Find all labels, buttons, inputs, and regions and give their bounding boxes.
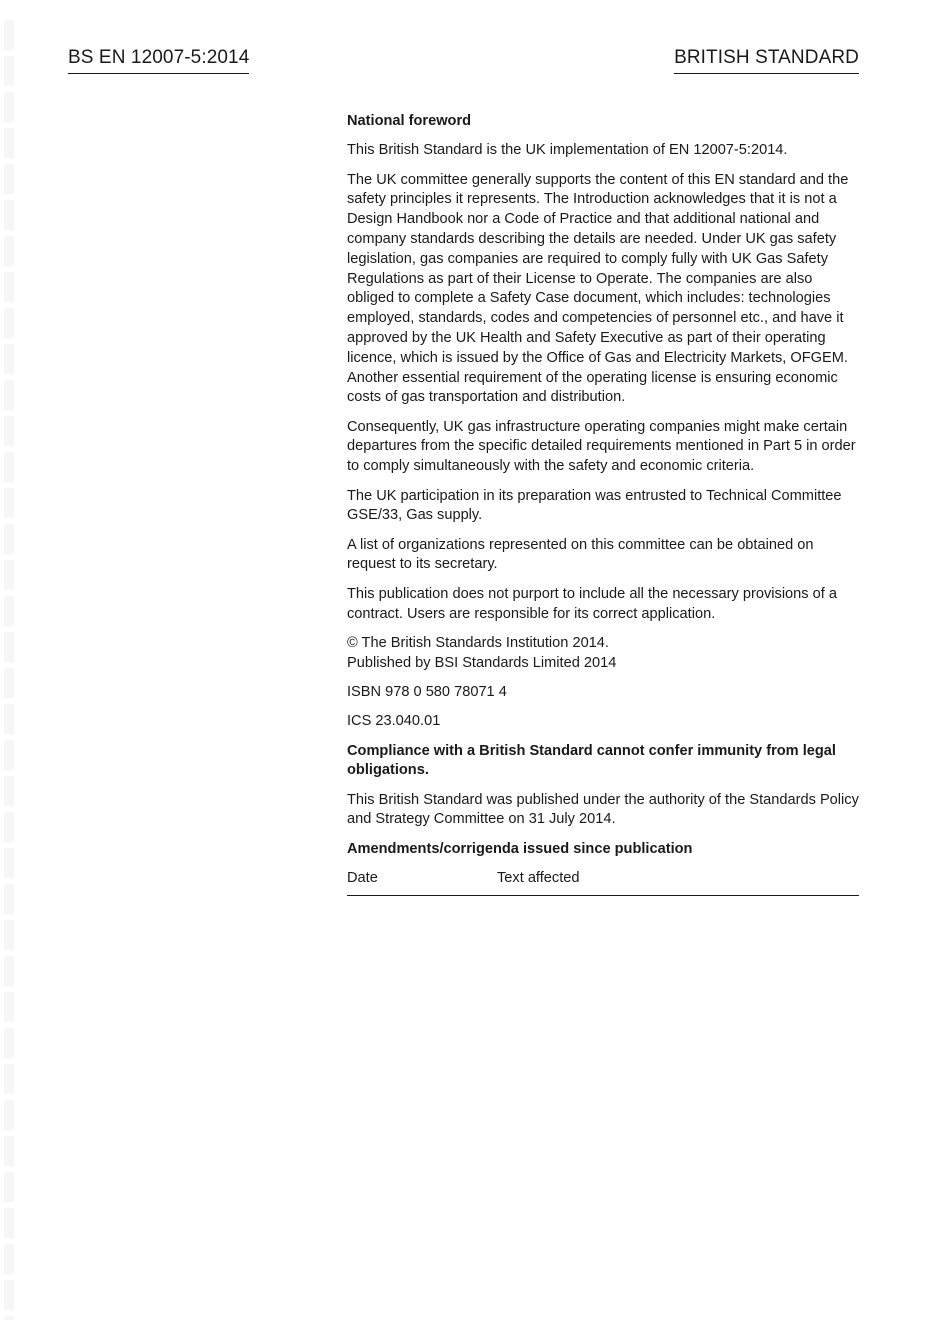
foreword-title: National foreword: [347, 113, 472, 129]
foreword-paragraph: The UK participation in its preparation was entrusted to Technical Committee GSE/33, Gas supply.: [347, 487, 842, 524]
document-number: BS EN 12007-5:2014: [68, 46, 249, 74]
margin-watermark: [4, 20, 14, 1320]
publisher-line: Published by BSI Standards Limited 2014: [347, 654, 617, 671]
amendments-header-row: [347, 869, 859, 895]
foreword-paragraph: This British Standard is the UK implementation of EN 12007-5:2014.: [347, 142, 788, 159]
national-foreword: [347, 112, 859, 896]
amendments-title: Amendments/corrigenda issued since publication: [347, 840, 693, 857]
foreword-paragraph: A list of organizations represented on this committee can be obtained on request to its secretary.: [347, 536, 814, 573]
amendments-text-header: Text affected: [497, 869, 859, 895]
amendments-table: [347, 869, 859, 896]
foreword-paragraph: This publication does not purport to include all the necessary provisions of a contract. Users are responsible for its correct application.: [347, 585, 837, 622]
compliance-statement: Compliance with a British Standard cannot confer immunity from legal obligations.: [347, 742, 836, 779]
ics: ICS 23.040.01: [347, 713, 441, 730]
copyright-block: [347, 634, 859, 674]
publication-note: This British Standard was published under the authority of the Standards Policy and Strategy Committee on 31 July 2014.: [347, 791, 859, 828]
foreword-paragraph: The UK committee generally supports the content of this EN standard and the safety principles it represents. The Introduction acknowledges that it is not a Design Handbook nor a Code of Practice and that additional national and company standards describing the details are needed. Under UK gas safety legislation, gas companies are required to comply fully with UK Gas Safety Regulations as part of their License to Operate. The companies are also obliged to complete a Safety Case document, which includes: technologies employed, standards, codes and competencies of personnel etc., and have it approved by the UK Health and Safety Executive as part of their operating licence, which is issued by the Office of Gas and Electricity Markets, OFGEM. Another essential requirement of the operating license is ensuring economic costs of gas transportation and distribution.: [347, 171, 849, 406]
isbn: ISBN 978 0 580 78071 4: [347, 683, 507, 700]
standard-label: BRITISH STANDARD: [674, 46, 859, 74]
foreword-paragraph: Consequently, UK gas infrastructure operating companies might make certain departures from the specific detailed requirements mentioned in Part 5 in order to comply simultaneously with the safety and economic criteria.: [347, 418, 856, 475]
amendments-date-header: Date: [347, 869, 497, 895]
copyright-line: © The British Standards Institution 2014.: [347, 634, 609, 651]
